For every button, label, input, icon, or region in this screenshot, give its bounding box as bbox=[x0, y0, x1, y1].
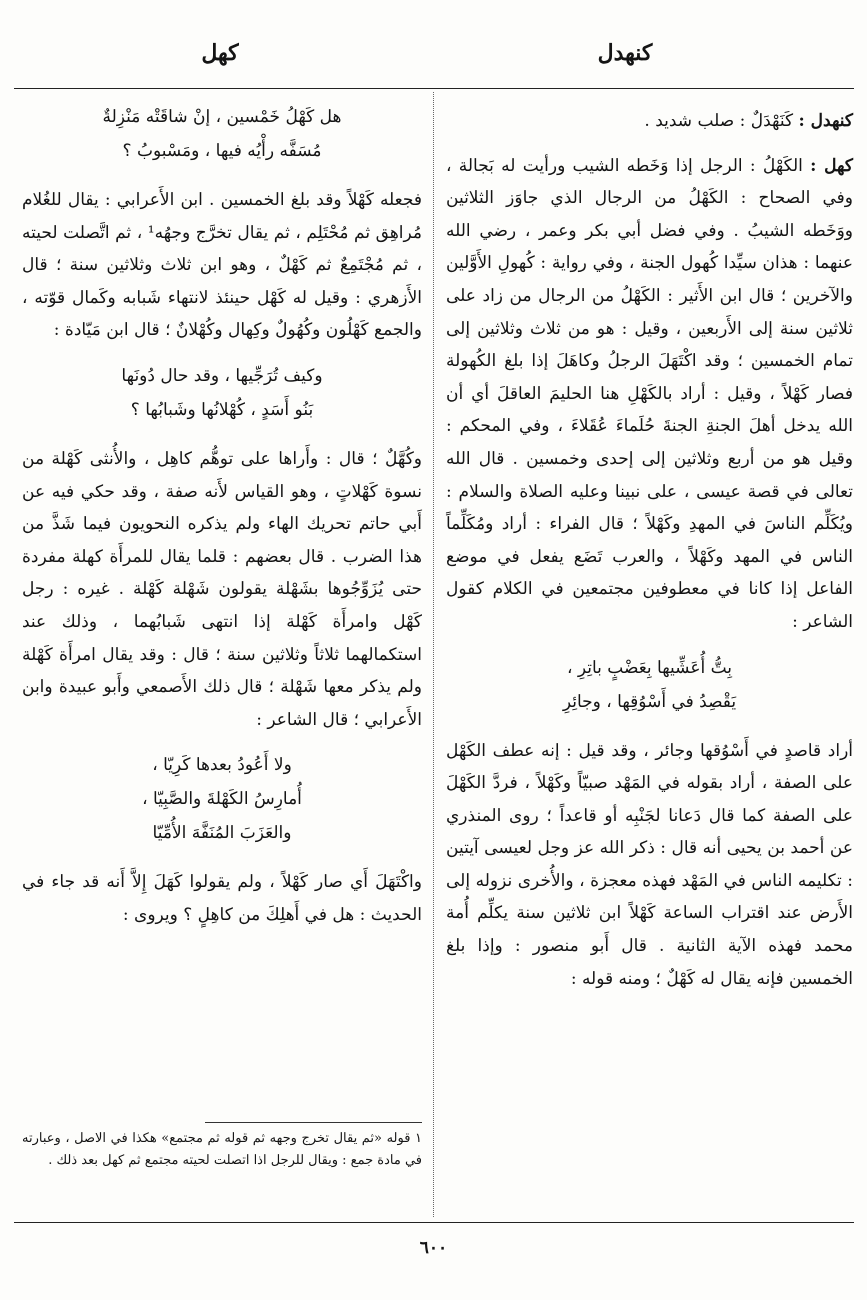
headword: كهل : bbox=[810, 155, 853, 176]
verse-line: ولا أَعُودُ بعدها كَرِيّا ، bbox=[152, 755, 292, 776]
verse bbox=[22, 359, 422, 427]
verse-line: والعَزَبَ المُنَفَّهَ الأُمِّيّا bbox=[152, 823, 292, 844]
left-column bbox=[22, 100, 422, 944]
entry-text: الكَهْلُ : الرجل إذا وَخَطه الشيب ورأيت له بَجالة ، وفي الصحاح : الكَهْلُ من الرجال الذي جاوَز الثلاثين ووَخَطه الشيبُ . وفي فضل أبي بكر وعمر ، رضي الله عنهما : هذان سيِّدا كُهول الجنة ، وفي رواية : كُهولِ الأَوَّلين والآخرين ؛ قال ابن الأَثير : الكَهْلُ من الرجال من زاد على ثلاثين سنة إلى الأَربعين ، وقيل : هو من ثلاث وثلاثين إلى تمام الخمسين ؛ وقد اكْتَهَلَ الرجلُ وكاهَلَ إذا بلغ الكُهولة فصار كَهْلاً ، وقيل : أراد بالكَهْلِ هنا الحليمَ العاقلَ أي أن الله يدخل أهلَ الجنةِ الجنةَ حُلَماءَ عُقَلاءَ ، وفي المحكم : وقيل هو من أربع وثلاثين إلى إحدى وخمسين . قال الله تعالى في قصة عيسى ، على نبينا وعليه الصلاة والسلام : ويُكَلِّم الناسَ في المهدِ وكَهْلاً ؛ قال الفراء : أراد ومُكَلِّماً الناس في المهد وكَهْلاً ، والعرب تَضَع يفعل في موضع الفاعل إذا كانا في معطوفين مجتمعين في الكلام كقول الشاعر : bbox=[446, 155, 853, 632]
page-number: ٦٠٠ bbox=[419, 1238, 448, 1258]
entry-kanhadal bbox=[446, 105, 853, 138]
verse-line: بَنُو أَسَدٍ ، كُهْلانُها وشَبابُها ؟ bbox=[130, 399, 314, 420]
verse-line: يَقْصِدُ في أَسْوُقِها ، وجائِرِ bbox=[562, 691, 737, 712]
entry-text: كَنَهْدَلٌ : صلب شديد . bbox=[644, 111, 799, 131]
footer-rule bbox=[14, 1222, 854, 1223]
verse bbox=[22, 100, 422, 168]
running-header-left: كهل bbox=[201, 40, 239, 66]
entry-text: أراد قاصدٍ في أَسْوُقها وجائر ، وقد قيل : إنه عطف الكَهْل على الصفة ، أراد بقوله في المَهْد صبيّاً وكَهْلاً ، فردَّ الكَهْلَ على الصفة كما قال دَعانا لجَنْبِه أو قاعداً ؛ روى المنذري عن أحمد بن يحيى أنه قال : ذكر الله عز وجل لعيسى آيتين : تكليمه الناس في المَهْد فهذه معجزة ، والأُخرى نزوله إلى الأَرض عند اقتراب الساعة كَهْلاً ابن ثلاثين سنة يكلِّم أُمة محمد فهذه الآية الثانية . قال أَبو منصور : وإذا بلغ الخمسين فإنه يقال له كَهْلٌ ؛ ومنه قوله : bbox=[446, 740, 853, 989]
verse-line: بِتُّ أُعَشِّيها بِعَضْبٍ باتِرِ ، bbox=[566, 657, 733, 678]
entry-text: وكُهَّلٌ ؛ قال : وأَراها على توهُّم كاهِل ، والأُنثى كَهْلة من نسوة كَهْلاتٍ ، وهو القياس لأَنه صفة ، وقد حكي فيه عن أَبي حاتم تحريك الهاء ولم يذكره النحويون فيما شَذَّ من هذا الضرب . قال بعضهم : قلما يقال للمرأَة كهلة مفردة حتى يُزَوِّجُوها بشَهْلة يقولون شَهْلة كَهْلة . غيره : رجل كَهْل وامرأَة كَهْلة إذا انتهى شَبابُهما ، وذلك عند استكمالهما ثلاثاً وثلاثين سنة ؛ قال : وقد يقال امرأَة كَهْلة ولم يذكر معها شَهْلة ؛ قال ذلك الأَصمعي وأَبو عبيدة وابن الأَعرابي ؛ قال الشاعر : bbox=[22, 448, 422, 730]
entry-text: واكْتَهَلَ أَي صار كَهْلاً ، ولم يقولوا كَهَلَ إِلاَّ أَنه قد جاء في الحديث : هل في أَهلِكَ من كاهِلٍ ؟ ويروى : bbox=[22, 872, 422, 925]
column-divider bbox=[433, 92, 434, 1217]
verse bbox=[446, 651, 853, 719]
headword: كنهدل : bbox=[798, 111, 853, 131]
footnote: ١ قوله «ثم يقال تخرج وجهه ثم قوله ثم مجتمع» هكذا في الاصل ، وعبارته في مادة جمع : ويقال للرجل اذا اتصلت لحيته مجتمع ثم كهل بعد ذلك . bbox=[22, 1131, 422, 1168]
running-header-right: كنهدل bbox=[597, 40, 653, 66]
footnote-rule bbox=[205, 1122, 422, 1123]
entry-kahl bbox=[446, 150, 853, 639]
header-rule bbox=[14, 88, 854, 89]
verse-line: وكيف تُرَجِّيها ، وقد حال دُونَها bbox=[121, 365, 323, 386]
verse-line: أُمارِسُ الكَهْلةَ والصَّبِيّا ، bbox=[142, 789, 302, 810]
verse bbox=[22, 748, 422, 850]
verse-line: هل كَهْلُ خَمْسين ، إنْ شاقَتْه مَنْزِلةٌ bbox=[102, 107, 342, 127]
entry-text: فجعله كَهْلاً وقد بلغ الخمسين . ابن الأَعرابي : يقال للغُلام مُراهِق ثم مُحْتَلِم ، ثم يقال تخرَّج وجهُه¹ ، ثم اتَّصلت لحيته ، ثم مُجْتَمِعٌ ثم كَهْلٌ ، وهو ابن ثلاث وثلاثين سنة ؛ قال الأَزهري : وقيل له كَهْل حينئذ لانتهاء شَبابه وكَمال قوّته ، والجمع كَهْلُون وكُهُولٌ وكِهال وكُهْلانٌ ؛ قال ابن مَيّادة : bbox=[22, 190, 422, 341]
verse-line: مُسَفَّه رأْيُه فيها ، ومَسْبوبُ ؟ bbox=[122, 141, 322, 161]
right-column bbox=[446, 105, 853, 1007]
